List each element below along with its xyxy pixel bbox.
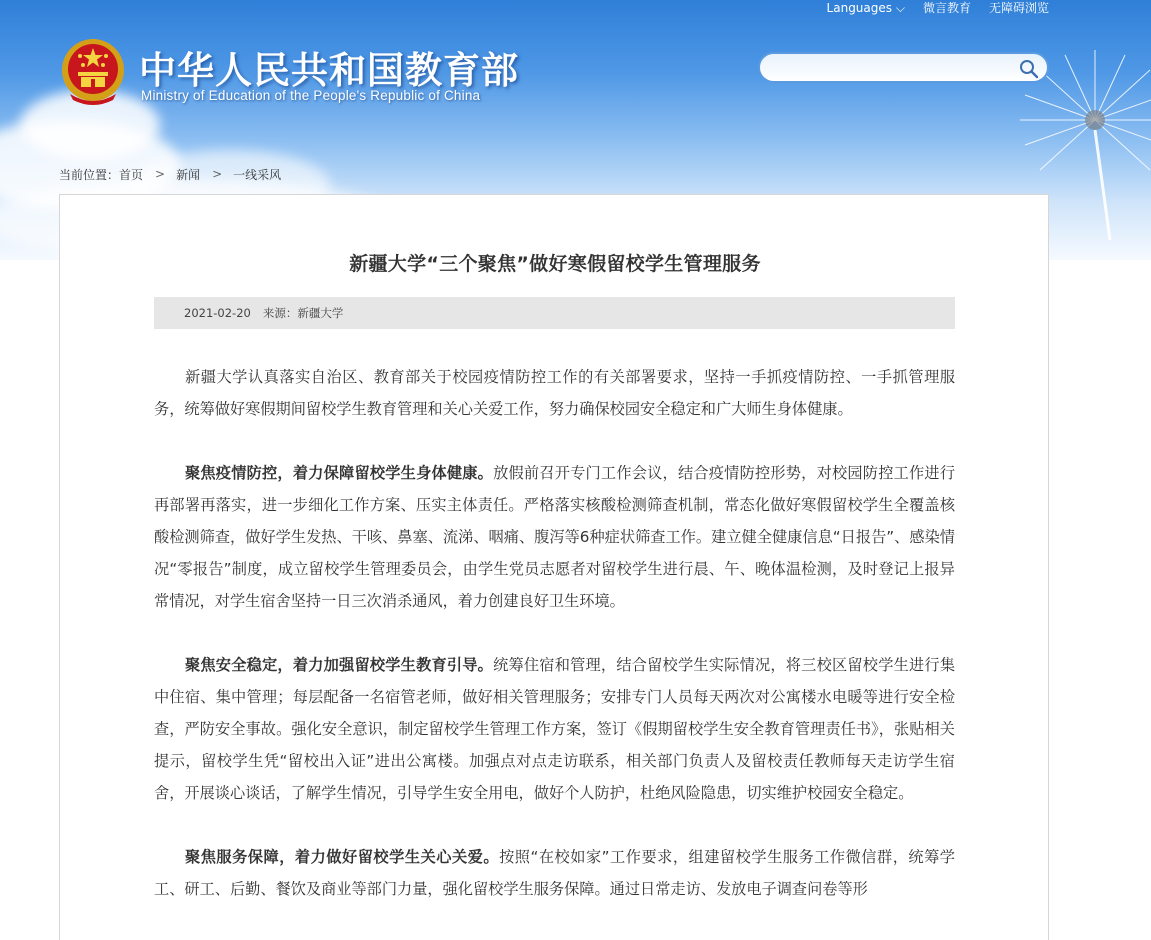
article-title: 新疆大学“三个聚焦”做好寒假留校学生管理服务 (349, 253, 761, 275)
chevron-right-icon: > (155, 167, 166, 181)
paragraph-heading: 聚焦服务保障，着力做好留校学生关心关爱。 (185, 848, 500, 866)
article-meta (154, 297, 955, 329)
article-paragraph: 聚焦服务保障，着力做好留校学生关心关爱。按照“在校如家”工作要求，组建留校学生服务工作微信群，统筹学工、研工、后勤、餐饮及商业等部门力量，强化留校学生服务保障。通过日常走访、发放电子调查问卷等形 (154, 848, 955, 898)
article-card (59, 194, 1049, 940)
breadcrumb-home[interactable]: 首页 (119, 167, 144, 182)
breadcrumb (59, 166, 281, 182)
accessibility-link[interactable]: 无障碍浏览 (988, 1, 1049, 15)
search-icon[interactable] (1019, 59, 1039, 79)
paragraph-heading: 聚焦疫情防控，着力保障留校学生身体健康。 (185, 464, 494, 482)
weibo-link[interactable]: 微言教育 (922, 1, 971, 15)
paragraph-heading: 聚焦安全稳定，着力加强留校学生教育引导。 (185, 656, 494, 674)
national-emblem-icon[interactable] (58, 36, 128, 108)
breadcrumb-news[interactable]: 新闻 (176, 167, 201, 182)
languages-link[interactable]: Languages ⌵ (826, 1, 905, 15)
chevron-down-icon: ⌵ (895, 1, 905, 15)
site-title[interactable]: 中华人民共和国教育部 (139, 49, 519, 92)
article-date: 2021-02-20 (184, 306, 251, 320)
article-paragraph: 聚焦疫情防控，着力保障留校学生身体健康。放假前召开专门工作会议，结合疫情防控形势，对校园防控工作进行再部署再落实，进一步细化工作方案、压实主体责任。严格落实核酸检测筛查机制，常态化做好寒假留校学生全覆盖核酸检测筛查，做好学生发热、干咳、鼻塞、流涕、咽痛、腹泻等6种症状筛查工作。建立健全健康信息“日报告”、感染情况“零报告”制度，成立留校学生管理委员会，由学生党员志愿者对留校学生进行晨、午、晚体温检测，及时登记上报异常情况，对学生宿舍坚持一日三次消杀通风，着力创建良好卫生环境。 (154, 464, 956, 610)
article-paragraph: 聚焦安全稳定，着力加强留校学生教育引导。统筹住宿和管理，结合留校学生实际情况，将三校区留校学生进行集中住宿、集中管理；每层配备一名宿管老师，做好相关管理服务；安排专门人员每天两次对公寓楼水电暖等进行安全检查，严防安全事故。强化安全意识，制定留校学生管理工作方案，签订《假期留校学生安全教育管理责任书》，张贴相关提示，留校学生凭“留校出入证”进出公寓楼。加强点对点走访联系，相关部门负责人及留校责任教师每天走访学生宿舍，开展谈心谈话，了解学生情况，引导学生安全用电，做好个人防护，杜绝风险隐患，切实维护校园安全稳定。 (154, 656, 956, 802)
article-paragraph: 新疆大学认真落实自治区、教育部关于校园疫情防控工作的有关部署要求，坚持一手抓疫情防控、一手抓管理服务，统筹做好寒假期间留校学生教育管理和关心关爱工作，努力确保校园安全稳定和广大师生身体健康。 (154, 368, 955, 418)
search-input[interactable] (772, 58, 1012, 78)
top-links (827, 0, 1049, 18)
article-source: 来源：新疆大学 (262, 306, 344, 320)
site-subtitle: Ministry of Education of the People's Republic of China (141, 88, 481, 103)
search-box (758, 52, 1049, 83)
breadcrumb-prefix: 当前位置： (59, 167, 120, 182)
breadcrumb-frontline[interactable]: 一线采风 (233, 167, 282, 182)
chevron-right-icon: > (212, 167, 223, 181)
article-body (154, 361, 955, 937)
